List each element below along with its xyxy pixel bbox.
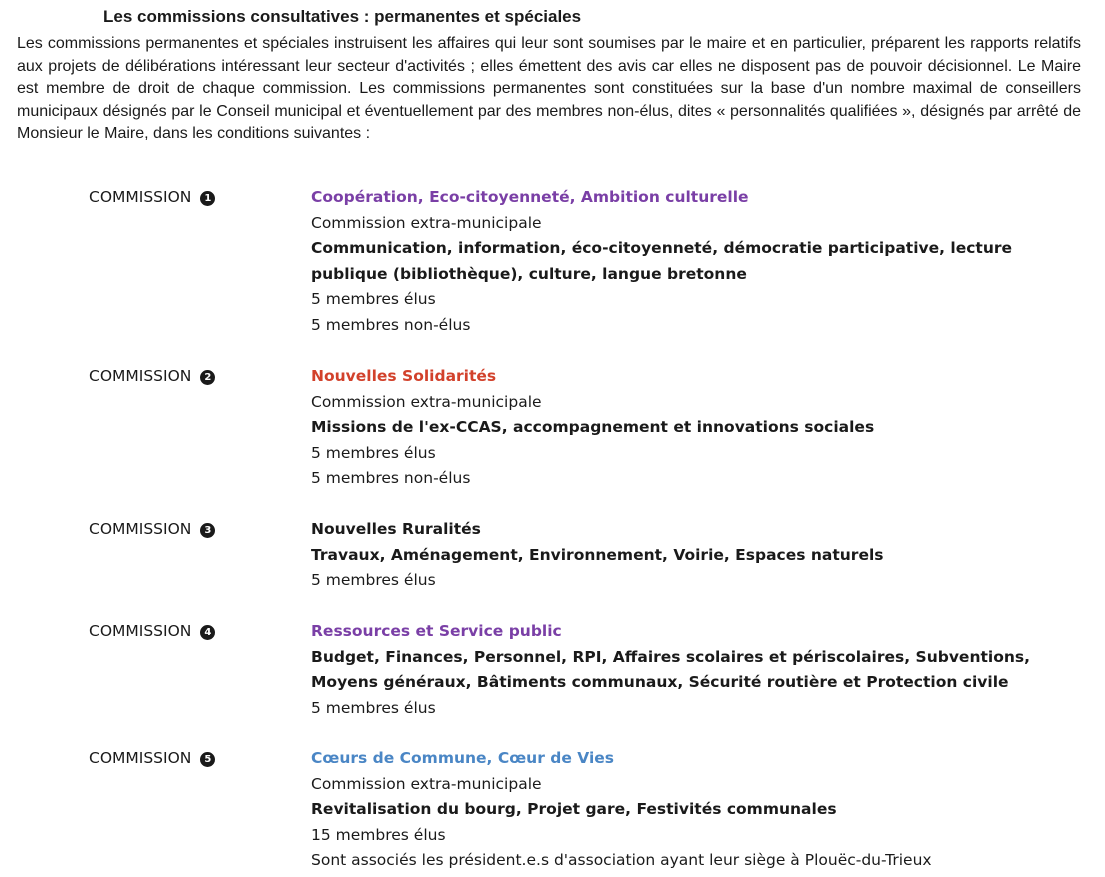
commission-details — [311, 185, 1071, 338]
commission-members-elected: 5 membres élus — [311, 443, 436, 462]
commission-topics: Revitalisation du bourg, Projet gare, Festivités communales — [311, 800, 837, 818]
commission-label-text: COMMISSION — [89, 367, 192, 385]
commission-topics: Travaux, Aménagement, Environnement, Voirie, Espaces naturels — [311, 545, 884, 564]
commission-type: Commission extra-municipale — [311, 392, 542, 411]
commission-topics: Communication, information, éco-citoyenneté, démocratie participative, lecture publique (bibliothèque), culture, langue bretonne — [311, 239, 1013, 283]
commission-title: Nouvelles Solidarités — [311, 367, 497, 385]
commission-details — [311, 517, 1071, 594]
commission-number-badge: 4 — [200, 625, 215, 640]
commission-number-badge: 1 — [200, 191, 215, 206]
commission-label — [89, 619, 215, 644]
commission-title: Coopération, Eco-citoyenneté, Ambition culturelle — [311, 188, 749, 206]
commission-topics: Budget, Finances, Personnel, RPI, Affaires scolaires et périscolaires, Subventions, Moyens généraux, Bâtiments communaux, Sécurité routière et Protection civile — [311, 647, 1030, 691]
commission-label-text: COMMISSION — [89, 749, 192, 767]
commission-number-badge: 3 — [200, 523, 215, 538]
commission-label — [89, 364, 215, 389]
commission-number-badge: 2 — [200, 370, 215, 385]
commission-label — [89, 746, 215, 771]
commission-members-non-elected: 5 membres non-élus — [311, 469, 471, 487]
commission-members-elected: 5 membres élus — [311, 290, 436, 308]
commission-label-text: COMMISSION — [89, 520, 192, 538]
commission-type: Commission extra-municipale — [311, 213, 542, 232]
commission-label — [89, 517, 215, 542]
commission-topics: Missions de l'ex-CCAS, accompagnement et innovations sociales — [311, 418, 875, 436]
section-heading: Les commissions consultatives : permanentes et spéciales — [103, 7, 582, 26]
intro-paragraph: Les commissions permanentes et spéciales instruisent les affaires qui leur sont soumises par le maire et en particulier, préparent les rapports relatifs aux projets de délibérations intéressant leur secteur d'activités ; elles émettent des avis car elles ne disposent pas de pouvoir décisionnel. Le Maire est membre de droit de chaque commission. Les commissions permanentes sont constituées sur la base d'un nombre maximal de conseillers municipaux désignés par le Conseil municipal et éventuellement par des membres non-élus, dites « personnalités qualifiées », désignés par arrêté de Monsieur le Maire, dans les conditions suivantes : — [17, 35, 1081, 142]
commission-type: Commission extra-municipale — [311, 774, 542, 793]
commission-members-elected: 5 membres élus — [311, 698, 436, 717]
commission-note: Sont associés les président.e.s d'association ayant leur siège à Plouëc-du-Trieux — [311, 851, 932, 869]
commission-details — [311, 364, 1071, 492]
commission-details — [311, 746, 1071, 874]
commission-title: Cœurs de Commune, Cœur de Vies — [311, 749, 615, 767]
commission-details — [311, 619, 1071, 721]
commission-members-non-elected: 5 membres non-élus — [311, 315, 471, 334]
commission-label-text: COMMISSION — [89, 622, 192, 640]
commission-title: Ressources et Service public — [311, 622, 562, 640]
commission-number-badge: 5 — [200, 752, 215, 767]
commission-members-elected: 15 membres élus — [311, 825, 446, 844]
commission-label-text: COMMISSION — [89, 188, 192, 206]
commission-label — [89, 185, 215, 210]
commission-title: Nouvelles Ruralités — [311, 520, 481, 538]
commission-members-elected: 5 membres élus — [311, 571, 436, 589]
